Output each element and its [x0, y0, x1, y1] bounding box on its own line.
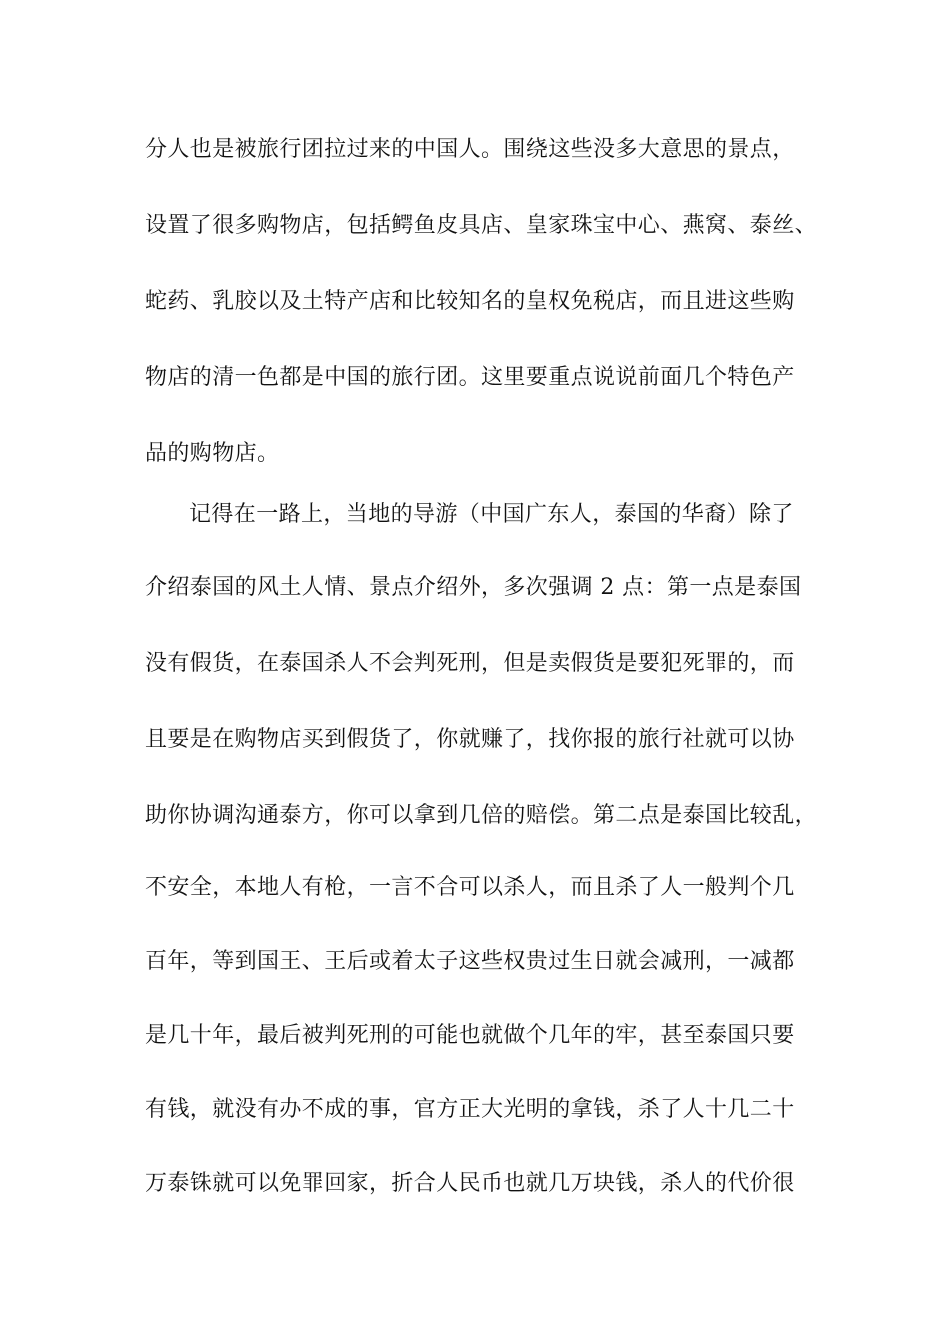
paragraph-first-line: 记得在一路上，当地的导游（中国广东人，泰国的华裔）除了: [189, 502, 794, 527]
paragraph-line: 万泰铢就可以免罪回家，折合人民币也就几万块钱，杀人的代价很: [145, 1171, 795, 1196]
paragraph-line: 品的购物店。: [145, 441, 280, 466]
paragraph-line: 是几十年，最后被判死刑的可能也就做个几年的牢，甚至泰国只要: [145, 1023, 795, 1048]
paragraph-line: 有钱，就没有办不成的事，官方正大光明的拿钱，杀了人十几二十: [145, 1097, 795, 1122]
paragraph-line: 且要是在购物店买到假货了，你就赚了，找你报的旅行社就可以协: [145, 727, 795, 752]
paragraph-line: 蛇药、乳胶以及土特产店和比较知名的皇权免税店，而且进这些购: [145, 289, 795, 314]
paragraph-line: 物店的清一色都是中国的旅行团。这里要重点说说前面几个特色产: [145, 365, 795, 390]
paragraph-line: 分人也是被旅行团拉过来的中国人。围绕这些没多大意思的景点，: [145, 137, 795, 162]
paragraph-line: 没有假货，在泰国杀人不会判死刑，但是卖假货是要犯死罪的，而: [145, 651, 795, 676]
paragraph-line: 设置了很多购物店，包括鳄鱼皮具店、皇家珠宝中心、燕窝、泰丝、: [145, 213, 818, 238]
paragraph-line: 介绍泰国的风土人情、景点介绍外，多次强调 2 点：第一点是泰国: [145, 575, 802, 600]
paragraph-line: 百年，等到国王、王后或着太子这些权贵过生日就会减刑，一减都: [145, 949, 795, 974]
paragraph-line: 不安全，本地人有枪，一言不合可以杀人，而且杀了人一般判个几: [145, 875, 795, 900]
paragraph-line: 助你协调沟通泰方，你可以拿到几倍的赔偿。第二点是泰国比较乱，: [145, 803, 818, 828]
